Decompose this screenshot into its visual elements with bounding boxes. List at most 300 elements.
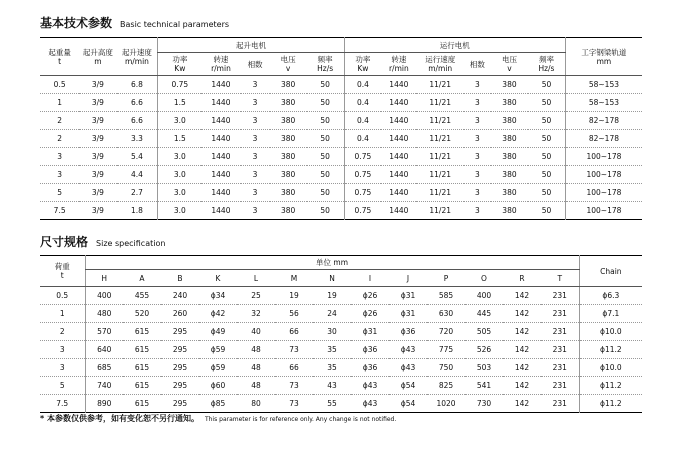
table-cell: 2: [40, 130, 79, 148]
table-cell: 6.6: [117, 94, 158, 112]
table-cell: 615: [123, 323, 161, 341]
basic-params-table: [40, 37, 642, 220]
header-dim-i: I: [351, 270, 389, 287]
header-hoist-power-unit: Kw: [174, 64, 186, 73]
table-cell: 2: [40, 112, 79, 130]
header-dim-h: H: [85, 270, 123, 287]
table-cell: 1440: [381, 112, 416, 130]
footnote-en: This parameter is for reference only. Any change is not notified.: [204, 416, 397, 423]
table-cell: 825: [427, 377, 465, 395]
table-cell: 3: [241, 112, 270, 130]
table-cell: 231: [541, 305, 579, 323]
table-cell: 48: [237, 359, 275, 377]
table-cell: 505: [465, 323, 503, 341]
table-cell: 82~178: [565, 130, 642, 148]
header-lift-height-unit: m: [94, 56, 102, 66]
header-travel-rpm-unit: r/min: [388, 64, 409, 73]
table-cell: 380: [270, 130, 307, 148]
table-cell: 50: [307, 148, 344, 166]
table-cell: ϕ10.0: [579, 359, 642, 377]
header-travel-voltage: [491, 53, 528, 76]
header-hoist-voltage: [270, 53, 307, 76]
table-cell: 3: [252, 80, 258, 89]
table-cell: 7.5: [40, 395, 85, 413]
table-cell: 3: [241, 166, 270, 184]
header-travel-speed-label: 运行速度: [425, 55, 456, 64]
table-cell: 24: [313, 305, 351, 323]
header-load: [40, 256, 85, 287]
table-cell: 142: [503, 305, 541, 323]
basic-params-title: [40, 14, 229, 31]
table-row: [40, 148, 642, 166]
table-cell: 66: [275, 323, 313, 341]
table-cell: 7.5: [40, 202, 79, 220]
table-cell: 615: [123, 341, 161, 359]
table-cell: 3: [241, 130, 270, 148]
table-cell: 3: [464, 130, 491, 148]
table-cell: 775: [427, 341, 465, 359]
table-row: [40, 166, 642, 184]
table-cell: 3.0: [158, 166, 201, 184]
table-cell: 1440: [389, 80, 409, 89]
table-cell: 48: [237, 341, 275, 359]
header-hoist-phase: [241, 53, 270, 76]
table-cell: 0.5: [56, 291, 69, 300]
table-cell: 1.8: [117, 202, 158, 220]
table-cell: 1440: [201, 94, 240, 112]
table-cell: 295: [161, 395, 199, 413]
table-cell: 520: [123, 305, 161, 323]
table-cell: 11/21: [416, 184, 464, 202]
table-cell: 142: [503, 377, 541, 395]
table-cell: 3: [241, 202, 270, 220]
table-row: [40, 323, 642, 341]
header-dim-l: L: [237, 270, 275, 287]
table-cell: 1: [40, 305, 85, 323]
table-cell: ϕ49: [199, 323, 237, 341]
table-cell: 50: [307, 202, 344, 220]
header-unit: 单位 mm: [85, 256, 579, 270]
table-cell: 3/9: [79, 166, 116, 184]
table-cell: ϕ60: [199, 377, 237, 395]
table-cell: 3: [464, 166, 491, 184]
header-hoist-voltage-unit: v: [285, 64, 291, 73]
table-cell: ϕ11.2: [579, 341, 642, 359]
table-cell: 541: [465, 377, 503, 395]
table-cell: 640: [85, 341, 123, 359]
table-cell: 1440: [381, 202, 416, 220]
table-cell: 73: [275, 395, 313, 413]
header-dim-r: R: [503, 270, 541, 287]
header-dim-p: P: [427, 270, 465, 287]
table-cell: 1440: [201, 112, 240, 130]
table-cell: 0.75: [344, 166, 381, 184]
table-cell: 11/21: [429, 80, 452, 89]
table-cell: 48: [237, 377, 275, 395]
table-cell: 30: [313, 323, 351, 341]
table-cell: ϕ36: [389, 323, 427, 341]
table-cell: 455: [134, 291, 150, 300]
header-travel-speed-unit: m/min: [428, 64, 453, 73]
table-cell: 50: [541, 80, 552, 89]
table-cell: 3.0: [158, 148, 201, 166]
table-cell: ϕ26: [362, 291, 378, 300]
table-cell: 1440: [381, 166, 416, 184]
header-travel-frequency-unit: Hz/s: [538, 64, 555, 73]
table-cell: 66: [275, 359, 313, 377]
table-cell: 1020: [427, 395, 465, 413]
header-hoist-speed-unit: r/min: [211, 64, 231, 73]
table-cell: 32: [237, 305, 275, 323]
table-cell: 570: [85, 323, 123, 341]
table-row: [40, 94, 642, 112]
table-cell: 3: [241, 148, 270, 166]
header-travel-rpm-label: 转速: [391, 55, 407, 64]
table-cell: 1440: [381, 148, 416, 166]
header-hoist-speed-label: 转速: [213, 55, 229, 64]
header-hoist-power: [158, 53, 201, 76]
table-cell: 380: [270, 166, 307, 184]
table-cell: 615: [123, 359, 161, 377]
table-cell: 50: [307, 184, 344, 202]
header-hoist-frequency: [307, 53, 344, 76]
header-dim-o: O: [465, 270, 503, 287]
header-load-label: 荷重: [54, 262, 70, 271]
table-cell: 142: [503, 395, 541, 413]
header-hoist-motor: 起升电机: [158, 38, 344, 53]
table-cell: 5: [40, 184, 79, 202]
table-cell: 503: [465, 359, 503, 377]
table-row: [40, 130, 642, 148]
table-cell: 685: [85, 359, 123, 377]
table-cell: 231: [541, 395, 579, 413]
table-cell: 0.4: [344, 130, 381, 148]
table-cell: 3/9: [91, 80, 104, 89]
table-cell: 380: [491, 130, 528, 148]
size-spec-table: [40, 255, 642, 413]
table-cell: 50: [528, 166, 565, 184]
table-cell: 0.4: [344, 94, 381, 112]
header-beam-unit: mm: [596, 56, 612, 66]
table-cell: 3: [40, 359, 85, 377]
table-cell: 730: [465, 395, 503, 413]
table-cell: 380: [502, 80, 517, 89]
table-cell: 380: [491, 148, 528, 166]
table-cell: 380: [270, 184, 307, 202]
table-cell: 260: [161, 305, 199, 323]
table-cell: 3/9: [79, 112, 116, 130]
table-cell: 380: [491, 94, 528, 112]
table-row: [40, 395, 642, 413]
table-cell: ϕ11.2: [579, 377, 642, 395]
size-spec-title-en: Size specification: [96, 239, 166, 248]
header-lift-speed-label: 起升速度: [121, 47, 152, 57]
header-travel-phase: [464, 53, 491, 76]
header-travel-power: [344, 53, 381, 76]
table-cell: 1440: [381, 130, 416, 148]
table-cell: 142: [503, 341, 541, 359]
table-cell: 3.0: [158, 184, 201, 202]
table-cell: 0.75: [344, 202, 381, 220]
table-cell: 2.7: [117, 184, 158, 202]
table-cell: 0.75: [158, 76, 201, 94]
table-cell: 5.4: [117, 148, 158, 166]
table-cell: 6.6: [117, 112, 158, 130]
table-cell: 615: [123, 395, 161, 413]
table-cell: 73: [275, 341, 313, 359]
table-cell: ϕ36: [351, 341, 389, 359]
table-cell: 720: [427, 323, 465, 341]
table-cell: ϕ43: [351, 395, 389, 413]
table-cell: ϕ43: [351, 377, 389, 395]
header-beam-label: 工字钢梁轨道: [581, 47, 627, 57]
header-hoist-power-label: 功率: [172, 55, 188, 64]
table-cell: 630: [427, 305, 465, 323]
table-cell: 0.4: [344, 76, 381, 94]
table-cell: 380: [280, 80, 296, 89]
table-cell: 50: [528, 112, 565, 130]
table-cell: 100~178: [565, 184, 642, 202]
table-cell: 19: [289, 291, 299, 300]
table-cell: 295: [161, 323, 199, 341]
table-cell: 380: [491, 112, 528, 130]
table-cell: 445: [465, 305, 503, 323]
basic-params-title-en: Basic technical parameters: [120, 20, 230, 29]
header-dim-n: N: [313, 270, 351, 287]
table-cell: 50: [307, 94, 344, 112]
table-cell: 50: [307, 112, 344, 130]
table-cell: 3/9: [79, 148, 116, 166]
table-cell: 5: [40, 377, 85, 395]
table-cell: 0.75: [344, 148, 381, 166]
table-cell: 3: [464, 112, 491, 130]
table-cell: 1440: [381, 184, 416, 202]
header-capacity-label: 起重量: [48, 47, 71, 57]
table-cell: 1: [40, 94, 79, 112]
header-travel-voltage-label: 电压: [501, 55, 517, 64]
table-row: [40, 359, 642, 377]
table-cell: 231: [541, 377, 579, 395]
table-cell: 35: [313, 359, 351, 377]
table-cell: 142: [503, 359, 541, 377]
table-cell: 50: [307, 166, 344, 184]
table-cell: 58~153: [565, 76, 642, 94]
header-hoist-speed: [201, 53, 240, 76]
table-cell: 380: [491, 166, 528, 184]
table-cell: 295: [161, 377, 199, 395]
table-row: [40, 184, 642, 202]
table-cell: ϕ42: [199, 305, 237, 323]
table-cell: 380: [270, 94, 307, 112]
table-cell: 0.5: [53, 80, 66, 89]
table-cell: 3: [464, 148, 491, 166]
table-cell: 50: [528, 148, 565, 166]
table-cell: 1440: [201, 148, 240, 166]
table-cell: 750: [427, 359, 465, 377]
table-cell: 3: [464, 202, 491, 220]
table-cell: ϕ54: [389, 395, 427, 413]
table-cell: 11/21: [416, 130, 464, 148]
header-dim-m: M: [275, 270, 313, 287]
header-dim-b: B: [161, 270, 199, 287]
table-cell: ϕ6.3: [579, 287, 642, 305]
header-travel-voltage-unit: v: [507, 64, 512, 73]
table-cell: 3: [464, 184, 491, 202]
table-cell: 50: [528, 94, 565, 112]
table-cell: 380: [270, 112, 307, 130]
footnote-zh: * 本参数仅供参考，如有变化恕不另行通知。: [40, 414, 199, 423]
header-dim-j: J: [389, 270, 427, 287]
table-cell: 50: [307, 130, 344, 148]
header-travel-power-unit: Kw: [357, 64, 369, 73]
table-cell: 3: [40, 341, 85, 359]
table-cell: 1440: [201, 130, 240, 148]
table-cell: 380: [491, 184, 528, 202]
header-dim-k: K: [199, 270, 237, 287]
size-spec-title-zh: 尺寸规格: [40, 235, 89, 249]
header-lift-height-label: 起升高度: [82, 47, 113, 57]
table-cell: 240: [172, 291, 188, 300]
table-cell: 4.4: [117, 166, 158, 184]
table-cell: 11/21: [416, 148, 464, 166]
table-row: [40, 287, 642, 305]
table-cell: 11/21: [416, 166, 464, 184]
table-cell: 1.5: [158, 94, 201, 112]
table-cell: ϕ10.0: [579, 323, 642, 341]
header-travel-power-label: 功率: [355, 55, 371, 64]
table-cell: 3.3: [117, 130, 158, 148]
table-cell: 11/21: [416, 202, 464, 220]
table-row: [40, 341, 642, 359]
table-cell: 890: [85, 395, 123, 413]
table-cell: ϕ31: [351, 323, 389, 341]
table-cell: 0.4: [344, 112, 381, 130]
table-cell: 3.0: [158, 112, 201, 130]
header-dim-a: A: [123, 270, 161, 287]
table-cell: 19: [327, 291, 337, 300]
table-cell: 3/9: [79, 184, 116, 202]
table-cell: 1440: [211, 80, 231, 89]
table-cell: 3: [464, 94, 491, 112]
table-cell: 50: [528, 202, 565, 220]
table-cell: ϕ26: [351, 305, 389, 323]
table-cell: 100~178: [565, 148, 642, 166]
table-cell: 58~153: [565, 94, 642, 112]
header-capacity: [40, 38, 79, 76]
size-spec-title: [40, 233, 165, 250]
table-cell: 1440: [201, 202, 240, 220]
header-hoist-voltage-label: 电压: [280, 55, 296, 64]
table-cell: 80: [237, 395, 275, 413]
header-lift-speed-unit: m/min: [124, 56, 149, 66]
table-cell: 100~178: [565, 202, 642, 220]
table-cell: 380: [270, 148, 307, 166]
table-cell: 35: [313, 341, 351, 359]
table-cell: 615: [123, 377, 161, 395]
table-cell: ϕ54: [389, 377, 427, 395]
table-cell: 231: [552, 291, 567, 300]
table-cell: 3: [241, 184, 270, 202]
header-travel-frequency-label: 频率: [538, 55, 554, 64]
table-row: [40, 76, 642, 94]
table-cell: ϕ11.2: [579, 395, 642, 413]
header-capacity-unit: t: [58, 56, 62, 66]
header-travel-speed: [416, 53, 464, 76]
table-cell: 400: [85, 287, 123, 305]
header-chain: Chain: [579, 256, 642, 287]
table-row: [40, 202, 642, 220]
table-cell: 1440: [381, 94, 416, 112]
table-cell: 25: [251, 291, 261, 300]
table-row: [40, 112, 642, 130]
header-lift-speed: [117, 38, 158, 76]
table-cell: 1440: [201, 166, 240, 184]
table-cell: 73: [275, 377, 313, 395]
table-cell: 3.0: [158, 202, 201, 220]
table-cell: 142: [503, 323, 541, 341]
table-cell: 1440: [201, 184, 240, 202]
table-cell: ϕ85: [199, 395, 237, 413]
header-hoist-frequency-unit: Hz/s: [317, 64, 334, 73]
table-cell: ϕ36: [351, 359, 389, 377]
table-cell: 3/9: [79, 202, 116, 220]
table-cell: 50: [320, 80, 330, 89]
table-cell: ϕ59: [199, 359, 237, 377]
table-cell: 2: [40, 323, 85, 341]
table-cell: 11/21: [416, 112, 464, 130]
table-cell: 6.8: [130, 80, 143, 89]
table-cell: 380: [270, 202, 307, 220]
header-hoist-frequency-label: 频率: [317, 55, 333, 64]
table-cell: 0.75: [344, 184, 381, 202]
header-travel-motor: 运行电机: [344, 38, 565, 53]
header-load-unit: t: [60, 271, 64, 280]
table-cell: 231: [541, 359, 579, 377]
size-spec-rows: [40, 287, 642, 413]
header-travel-phase-label: 相数: [469, 59, 485, 69]
table-cell: ϕ34: [210, 291, 226, 300]
table-cell: 100~178: [565, 166, 642, 184]
footnote: [40, 413, 396, 424]
table-cell: 380: [491, 202, 528, 220]
table-cell: 3/9: [79, 94, 116, 112]
table-cell: 82~178: [565, 112, 642, 130]
table-row: [40, 377, 642, 395]
table-cell: 526: [465, 341, 503, 359]
header-travel-rpm: [381, 53, 416, 76]
table-cell: ϕ43: [389, 359, 427, 377]
header-travel-frequency: [528, 53, 565, 76]
table-cell: 3: [241, 94, 270, 112]
table-cell: 480: [85, 305, 123, 323]
table-cell: 11/21: [416, 94, 464, 112]
table-cell: 585: [438, 291, 454, 300]
table-cell: 400: [476, 291, 492, 300]
table-cell: 55: [313, 395, 351, 413]
header-dim-t: T: [541, 270, 579, 287]
table-cell: 40: [237, 323, 275, 341]
table-cell: 56: [275, 305, 313, 323]
table-cell: 3: [475, 80, 480, 89]
table-cell: 50: [528, 184, 565, 202]
table-cell: 231: [541, 341, 579, 359]
table-cell: 295: [161, 359, 199, 377]
table-cell: ϕ31: [400, 291, 416, 300]
table-cell: 740: [85, 377, 123, 395]
table-cell: ϕ59: [199, 341, 237, 359]
table-row: [40, 305, 642, 323]
table-cell: ϕ43: [389, 341, 427, 359]
